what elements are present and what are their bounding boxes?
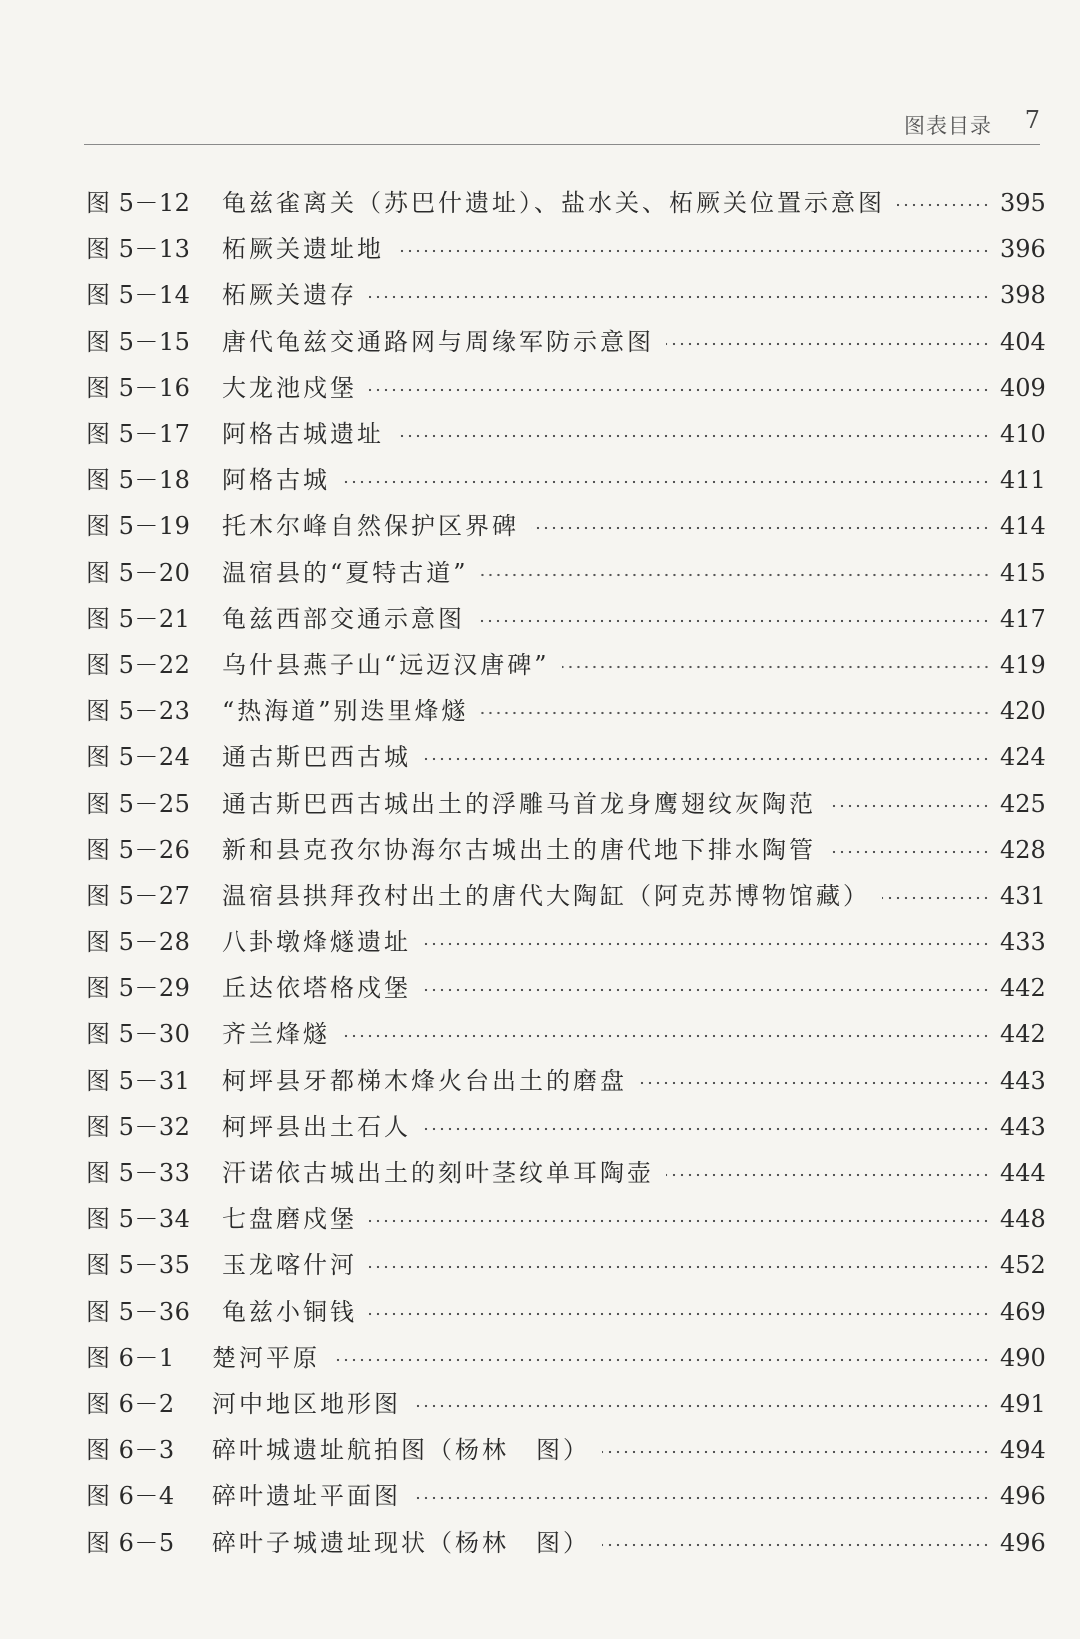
toc-entry[interactable] [86, 1011, 1044, 1057]
figure-title: 齐兰烽燧 [222, 1020, 330, 1049]
toc-entry[interactable] [86, 827, 1044, 873]
toc-entry[interactable] [86, 411, 1044, 457]
figure-title: 柘厥关遗存 [222, 281, 357, 310]
dot-leader [369, 388, 990, 392]
dot-leader [639, 1081, 990, 1085]
toc-entry[interactable] [86, 1058, 1044, 1104]
entry-page-number: 411 [1000, 466, 1046, 495]
figure-number: 图 5－20 [86, 558, 191, 587]
entry-page-number: 398 [1000, 281, 1046, 310]
figure-number: 图 5－26 [86, 835, 191, 864]
figure-number: 图 5－35 [86, 1251, 191, 1280]
toc-entry[interactable] [86, 1427, 1044, 1473]
dot-leader [602, 1543, 990, 1547]
entry-page-number: 395 [1000, 189, 1046, 218]
entry-page-number: 469 [1000, 1297, 1046, 1326]
figure-title: 汗诺依古城出土的刻叶茎纹单耳陶壶 [222, 1159, 654, 1188]
figure-number: 图 6－5 [86, 1528, 175, 1557]
figure-number: 图 5－31 [86, 1066, 191, 1095]
entry-page-number: 491 [1000, 1389, 1046, 1418]
figure-number: 图 5－27 [86, 881, 191, 910]
running-header [84, 100, 1040, 145]
figure-title: 柯坪县牙都梯木烽火台出土的磨盘 [222, 1066, 627, 1095]
figure-title: 阿格古城 [222, 466, 330, 495]
dot-leader [562, 665, 990, 669]
entry-page-number: 442 [1000, 1020, 1046, 1049]
figure-number: 图 5－32 [86, 1112, 191, 1141]
dot-leader [413, 1496, 990, 1500]
figure-title: 龟兹小铜钱 [222, 1297, 357, 1326]
toc-entry[interactable] [86, 919, 1044, 965]
entry-page-number: 420 [1000, 697, 1046, 726]
toc-entry[interactable] [86, 457, 1044, 503]
dot-leader [369, 295, 990, 299]
figure-list [86, 180, 1044, 1566]
figure-title: 碎叶子城遗址现状（杨林 图） [212, 1528, 590, 1557]
figure-title: 碎叶城遗址航拍图（杨林 图） [212, 1436, 590, 1465]
figure-number: 图 5－17 [86, 420, 191, 449]
toc-entry[interactable] [86, 272, 1044, 318]
entry-page-number: 409 [1000, 373, 1046, 402]
dot-leader [423, 1127, 990, 1131]
figure-title: 碎叶遗址平面图 [212, 1482, 401, 1511]
figure-number: 图 5－30 [86, 1020, 191, 1049]
dot-leader [423, 988, 990, 992]
entry-page-number: 496 [1000, 1482, 1046, 1511]
figure-title: 通古斯巴西古城出土的浮雕马首龙身鹰翅纹灰陶范 [222, 789, 816, 818]
toc-entry[interactable] [86, 1381, 1044, 1427]
figure-title: 新和县克孜尔协海尔古城出土的唐代地下排水陶管 [222, 835, 816, 864]
entry-page-number: 424 [1000, 743, 1046, 772]
figure-title: 温宿县的“夏特古道” [222, 558, 469, 587]
dot-leader [602, 1450, 990, 1454]
entry-page-number: 410 [1000, 420, 1046, 449]
entry-page-number: 428 [1000, 835, 1046, 864]
figure-title: “热海道”别迭里烽燧 [222, 697, 469, 726]
toc-entry[interactable] [86, 642, 1044, 688]
toc-entry[interactable] [86, 734, 1044, 780]
figure-number: 图 5－29 [86, 974, 191, 1003]
entry-page-number: 425 [1000, 789, 1046, 818]
dot-leader [423, 942, 990, 946]
dot-leader [369, 1219, 990, 1223]
dot-leader [369, 1312, 990, 1316]
figure-title: 乌什县燕子山“远迈汉唐碑” [222, 650, 550, 679]
toc-entry[interactable] [86, 780, 1044, 826]
entry-page-number: 417 [1000, 604, 1046, 633]
entry-page-number: 433 [1000, 928, 1046, 957]
figure-number: 图 5－25 [86, 789, 191, 818]
entry-page-number: 431 [1000, 881, 1046, 910]
figure-title: 温宿县拱拜孜村出土的唐代大陶缸（阿克苏博物馆藏） [222, 881, 870, 910]
dot-leader [423, 757, 990, 761]
dot-leader [481, 711, 990, 715]
toc-entry[interactable] [86, 1519, 1044, 1565]
entry-page-number: 442 [1000, 974, 1046, 1003]
dot-leader [369, 1265, 990, 1269]
dot-leader [396, 249, 990, 253]
dot-leader [897, 203, 990, 207]
entry-page-number: 494 [1000, 1436, 1046, 1465]
figure-title: 楚河平原 [212, 1343, 320, 1372]
toc-entry[interactable] [86, 1289, 1044, 1335]
entry-page-number: 443 [1000, 1112, 1046, 1141]
figure-number: 图 5－23 [86, 697, 191, 726]
entry-page-number: 414 [1000, 512, 1046, 541]
header-title: 图表目录 [904, 114, 992, 138]
figure-number: 图 5－13 [86, 235, 191, 264]
figure-number: 图 5－15 [86, 327, 191, 356]
entry-page-number: 452 [1000, 1251, 1046, 1280]
toc-entry[interactable] [86, 1335, 1044, 1381]
figure-title: 丘达依塔格戍堡 [222, 974, 411, 1003]
dot-leader [477, 619, 990, 623]
figure-title: 唐代龟兹交通路网与周缘军防示意图 [222, 327, 654, 356]
entry-page-number: 444 [1000, 1159, 1046, 1188]
figure-number: 图 5－34 [86, 1205, 191, 1234]
entry-page-number: 490 [1000, 1343, 1046, 1372]
figure-number: 图 6－2 [86, 1389, 175, 1418]
entry-page-number: 496 [1000, 1528, 1046, 1557]
toc-entry[interactable] [86, 965, 1044, 1011]
figure-number: 图 6－1 [86, 1343, 175, 1372]
dot-leader [342, 1034, 990, 1038]
figure-title: 托木尔峰自然保护区界碑 [222, 512, 519, 541]
entry-page-number: 415 [1000, 558, 1046, 587]
figure-title: 河中地区地形图 [212, 1389, 401, 1418]
figure-number: 图 5－16 [86, 373, 191, 402]
figure-number: 图 5－36 [86, 1297, 191, 1326]
figure-number: 图 6－4 [86, 1482, 175, 1511]
figure-number: 图 6－3 [86, 1436, 175, 1465]
toc-entry[interactable] [86, 1473, 1044, 1519]
toc-entry[interactable] [86, 1104, 1044, 1150]
toc-entry[interactable] [86, 550, 1044, 596]
toc-entry[interactable] [86, 365, 1044, 411]
figure-title: 柯坪县出土石人 [222, 1112, 411, 1141]
page-number: 7 [1024, 106, 1040, 134]
dot-leader [666, 1173, 990, 1177]
entry-page-number: 419 [1000, 650, 1046, 679]
toc-entry[interactable] [86, 319, 1044, 365]
toc-entry[interactable] [86, 226, 1044, 272]
dot-leader [413, 1404, 990, 1408]
toc-entry[interactable] [86, 688, 1044, 734]
entry-page-number: 396 [1000, 235, 1046, 264]
toc-entry[interactable] [86, 596, 1044, 642]
dot-leader [666, 342, 990, 346]
figure-title: 大龙池戍堡 [222, 373, 357, 402]
figure-number: 图 5－19 [86, 512, 191, 541]
figure-title: 通古斯巴西古城 [222, 743, 411, 772]
figure-title: 阿格古城遗址 [222, 420, 384, 449]
figure-number: 图 5－33 [86, 1159, 191, 1188]
dot-leader [332, 1358, 990, 1362]
dot-leader [342, 480, 990, 484]
dot-leader [882, 896, 990, 900]
figure-title: 玉龙喀什河 [222, 1251, 357, 1280]
toc-entry[interactable] [86, 180, 1044, 226]
figure-title: 七盘磨戍堡 [222, 1205, 357, 1234]
figure-title: 柘厥关遗址地 [222, 235, 384, 264]
figure-number: 图 5－12 [86, 189, 191, 218]
toc-entry[interactable] [86, 1242, 1044, 1288]
toc-entry[interactable] [86, 873, 1044, 919]
figure-title: 龟兹西部交通示意图 [222, 604, 465, 633]
toc-entry[interactable] [86, 503, 1044, 549]
figure-title: 龟兹雀离关（苏巴什遗址）、盐水关、柘厥关位置示意图 [222, 189, 885, 218]
figure-number: 图 5－22 [86, 650, 191, 679]
dot-leader [481, 573, 990, 577]
figure-number: 图 5－28 [86, 928, 191, 957]
entry-page-number: 404 [1000, 327, 1046, 356]
toc-entry[interactable] [86, 1196, 1044, 1242]
dot-leader [828, 804, 990, 808]
toc-entry[interactable] [86, 1150, 1044, 1196]
entry-page-number: 443 [1000, 1066, 1046, 1095]
figure-number: 图 5－18 [86, 466, 191, 495]
entry-page-number: 448 [1000, 1205, 1046, 1234]
dot-leader [396, 434, 990, 438]
figure-number: 图 5－14 [86, 281, 191, 310]
dot-leader [828, 850, 990, 854]
dot-leader [531, 526, 990, 530]
figure-number: 图 5－24 [86, 743, 191, 772]
figure-title: 八卦墩烽燧遗址 [222, 928, 411, 957]
figure-number: 图 5－21 [86, 604, 191, 633]
